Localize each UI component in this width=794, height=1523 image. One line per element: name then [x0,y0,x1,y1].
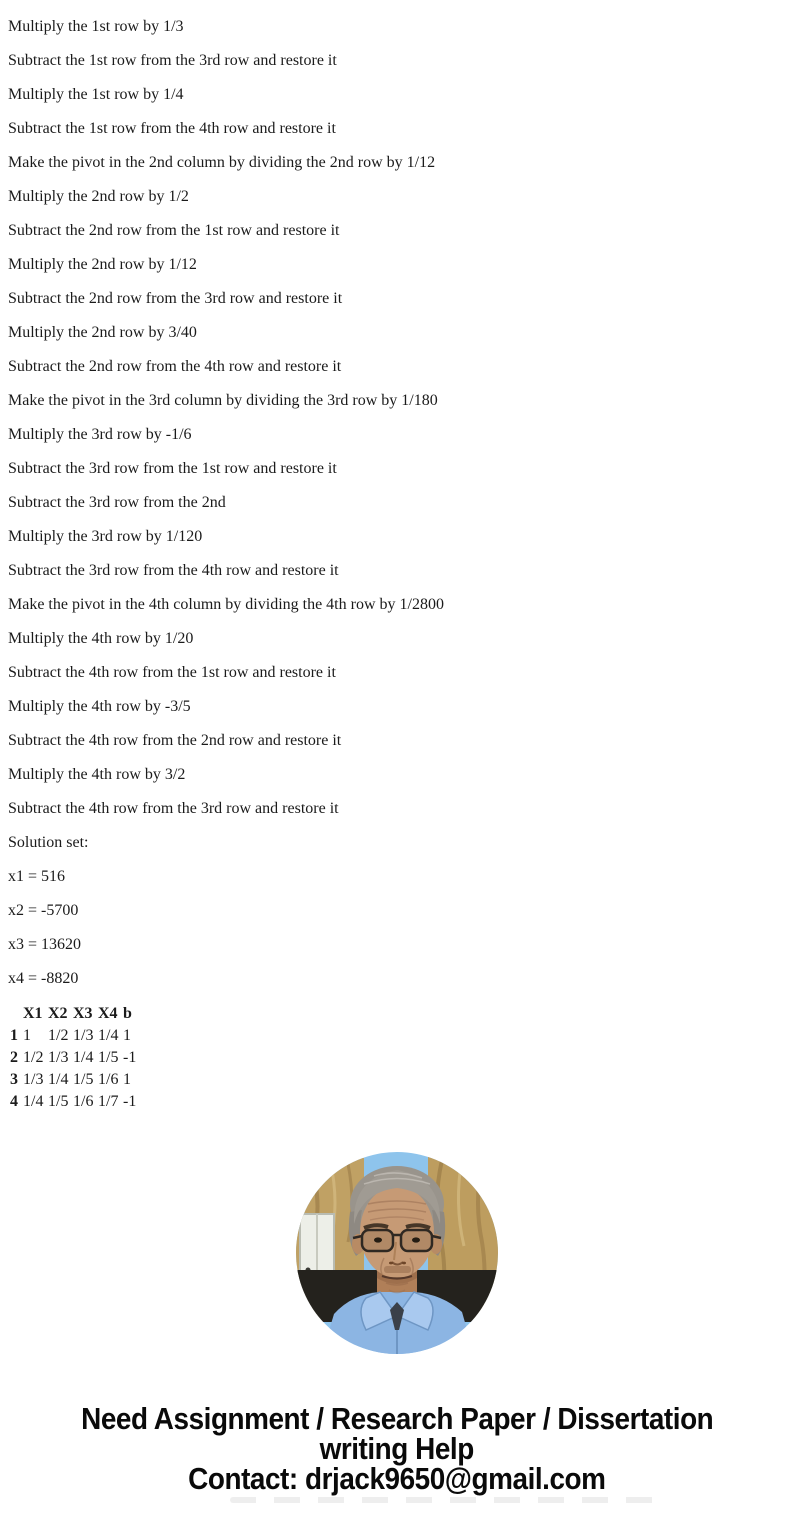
table-cell: 1/5 [73,1071,94,1088]
table-cell: -1 [123,1049,137,1066]
avatar [296,1152,498,1354]
table-cell: 1 [123,1071,131,1088]
table-cell: 1/6 [98,1071,119,1088]
row-label: 3 [10,1071,18,1088]
table-cell: 1/3 [23,1071,44,1088]
table-cell: 1 [123,1027,131,1044]
table-cell: 1/6 [73,1093,94,1110]
table-header-row [8,1003,157,1025]
table-cell: 1 [23,1027,31,1044]
step-line: Subtract the 2nd row from the 1st row and restore it [8,222,340,239]
faded-text-remnant [230,1497,660,1503]
table-row [8,1091,157,1113]
step-line: Subtract the 3rd row from the 2nd [8,494,226,511]
solution-value: x1 = 516 [8,868,66,885]
step-line: Multiply the 2nd row by 1/2 [8,188,189,205]
step-line: Multiply the 2nd row by 3/40 [8,324,197,341]
step-line: Multiply the 3rd row by 1/120 [8,528,203,545]
step-line: Multiply the 4th row by 3/2 [8,766,186,783]
matrix-table-body [8,1025,157,1113]
step-line: Make the pivot in the 4th column by dividing the 4th row by 1/2800 [8,596,444,613]
col-header-b: b [123,1005,132,1022]
table-cell: 1/3 [73,1027,94,1044]
table-row [8,1025,157,1047]
promo-footer [0,1401,794,1496]
row-label: 4 [10,1093,18,1110]
step-line: Subtract the 3rd row from the 1st row and restore it [8,460,337,477]
step-line: Subtract the 2nd row from the 3rd row and restore it [8,290,343,307]
col-header-x3: X3 [73,1005,93,1022]
solution-value: x2 = -5700 [8,902,79,919]
step-line: Multiply the 3rd row by -1/6 [8,426,192,443]
instructor-portrait-image [296,1152,498,1354]
solution-value: x4 = -8820 [8,970,79,987]
col-header-x1: X1 [23,1005,43,1022]
footer-line-1: Need Assignment / Research Paper / Dissertation [80,1401,714,1436]
step-line: Subtract the 1st row from the 3rd row and restore it [8,52,337,69]
solution-value: x3 = 13620 [8,936,82,953]
table-cell: 1/2 [48,1027,69,1044]
step-line: Multiply the 4th row by -3/5 [8,698,191,715]
table-row [8,1069,157,1091]
matrix-table [8,1003,157,1113]
steps-list [8,10,790,996]
solution-set-label: Solution set: [8,834,89,851]
table-cell: 1/4 [48,1071,69,1088]
step-line: Make the pivot in the 3rd column by dividing the 3rd row by 1/180 [8,392,438,409]
table-cell: 1/4 [23,1093,44,1110]
step-line: Subtract the 4th row from the 1st row and restore it [8,664,336,681]
step-line: Subtract the 4th row from the 2nd row and restore it [8,732,342,749]
table-cell: 1/2 [23,1049,44,1066]
step-line: Multiply the 1st row by 1/3 [8,18,184,35]
table-cell: 1/5 [98,1049,119,1066]
step-line: Multiply the 1st row by 1/4 [8,86,184,103]
table-corner [8,1003,23,1025]
row-label: 2 [10,1049,18,1066]
step-line: Subtract the 1st row from the 4th row and restore it [8,120,336,137]
step-line: Multiply the 2nd row by 1/12 [8,256,197,273]
col-header-x2: X2 [48,1005,68,1022]
step-line: Subtract the 4th row from the 3rd row and restore it [8,800,339,817]
footer-row [0,1401,794,1436]
footer-row [0,1431,794,1466]
step-line: Subtract the 3rd row from the 4th row and restore it [8,562,339,579]
footer-contact-line: Contact: drjack9650@gmail.com [188,1461,606,1496]
table-cell: 1/3 [48,1049,69,1066]
table-cell: 1/4 [73,1049,94,1066]
table-cell: 1/5 [48,1093,69,1110]
footer-line-2: writing Help [319,1431,475,1466]
row-label: 1 [10,1027,18,1044]
table-cell: 1/4 [98,1027,119,1044]
step-line: Subtract the 2nd row from the 4th row and restore it [8,358,342,375]
table-row [8,1047,157,1069]
col-header-x4: X4 [98,1005,118,1022]
step-line: Multiply the 4th row by 1/20 [8,630,194,647]
footer-row [0,1461,794,1496]
table-cell: -1 [123,1093,137,1110]
step-line: Make the pivot in the 2nd column by dividing the 2nd row by 1/12 [8,154,436,171]
table-cell: 1/7 [98,1093,119,1110]
